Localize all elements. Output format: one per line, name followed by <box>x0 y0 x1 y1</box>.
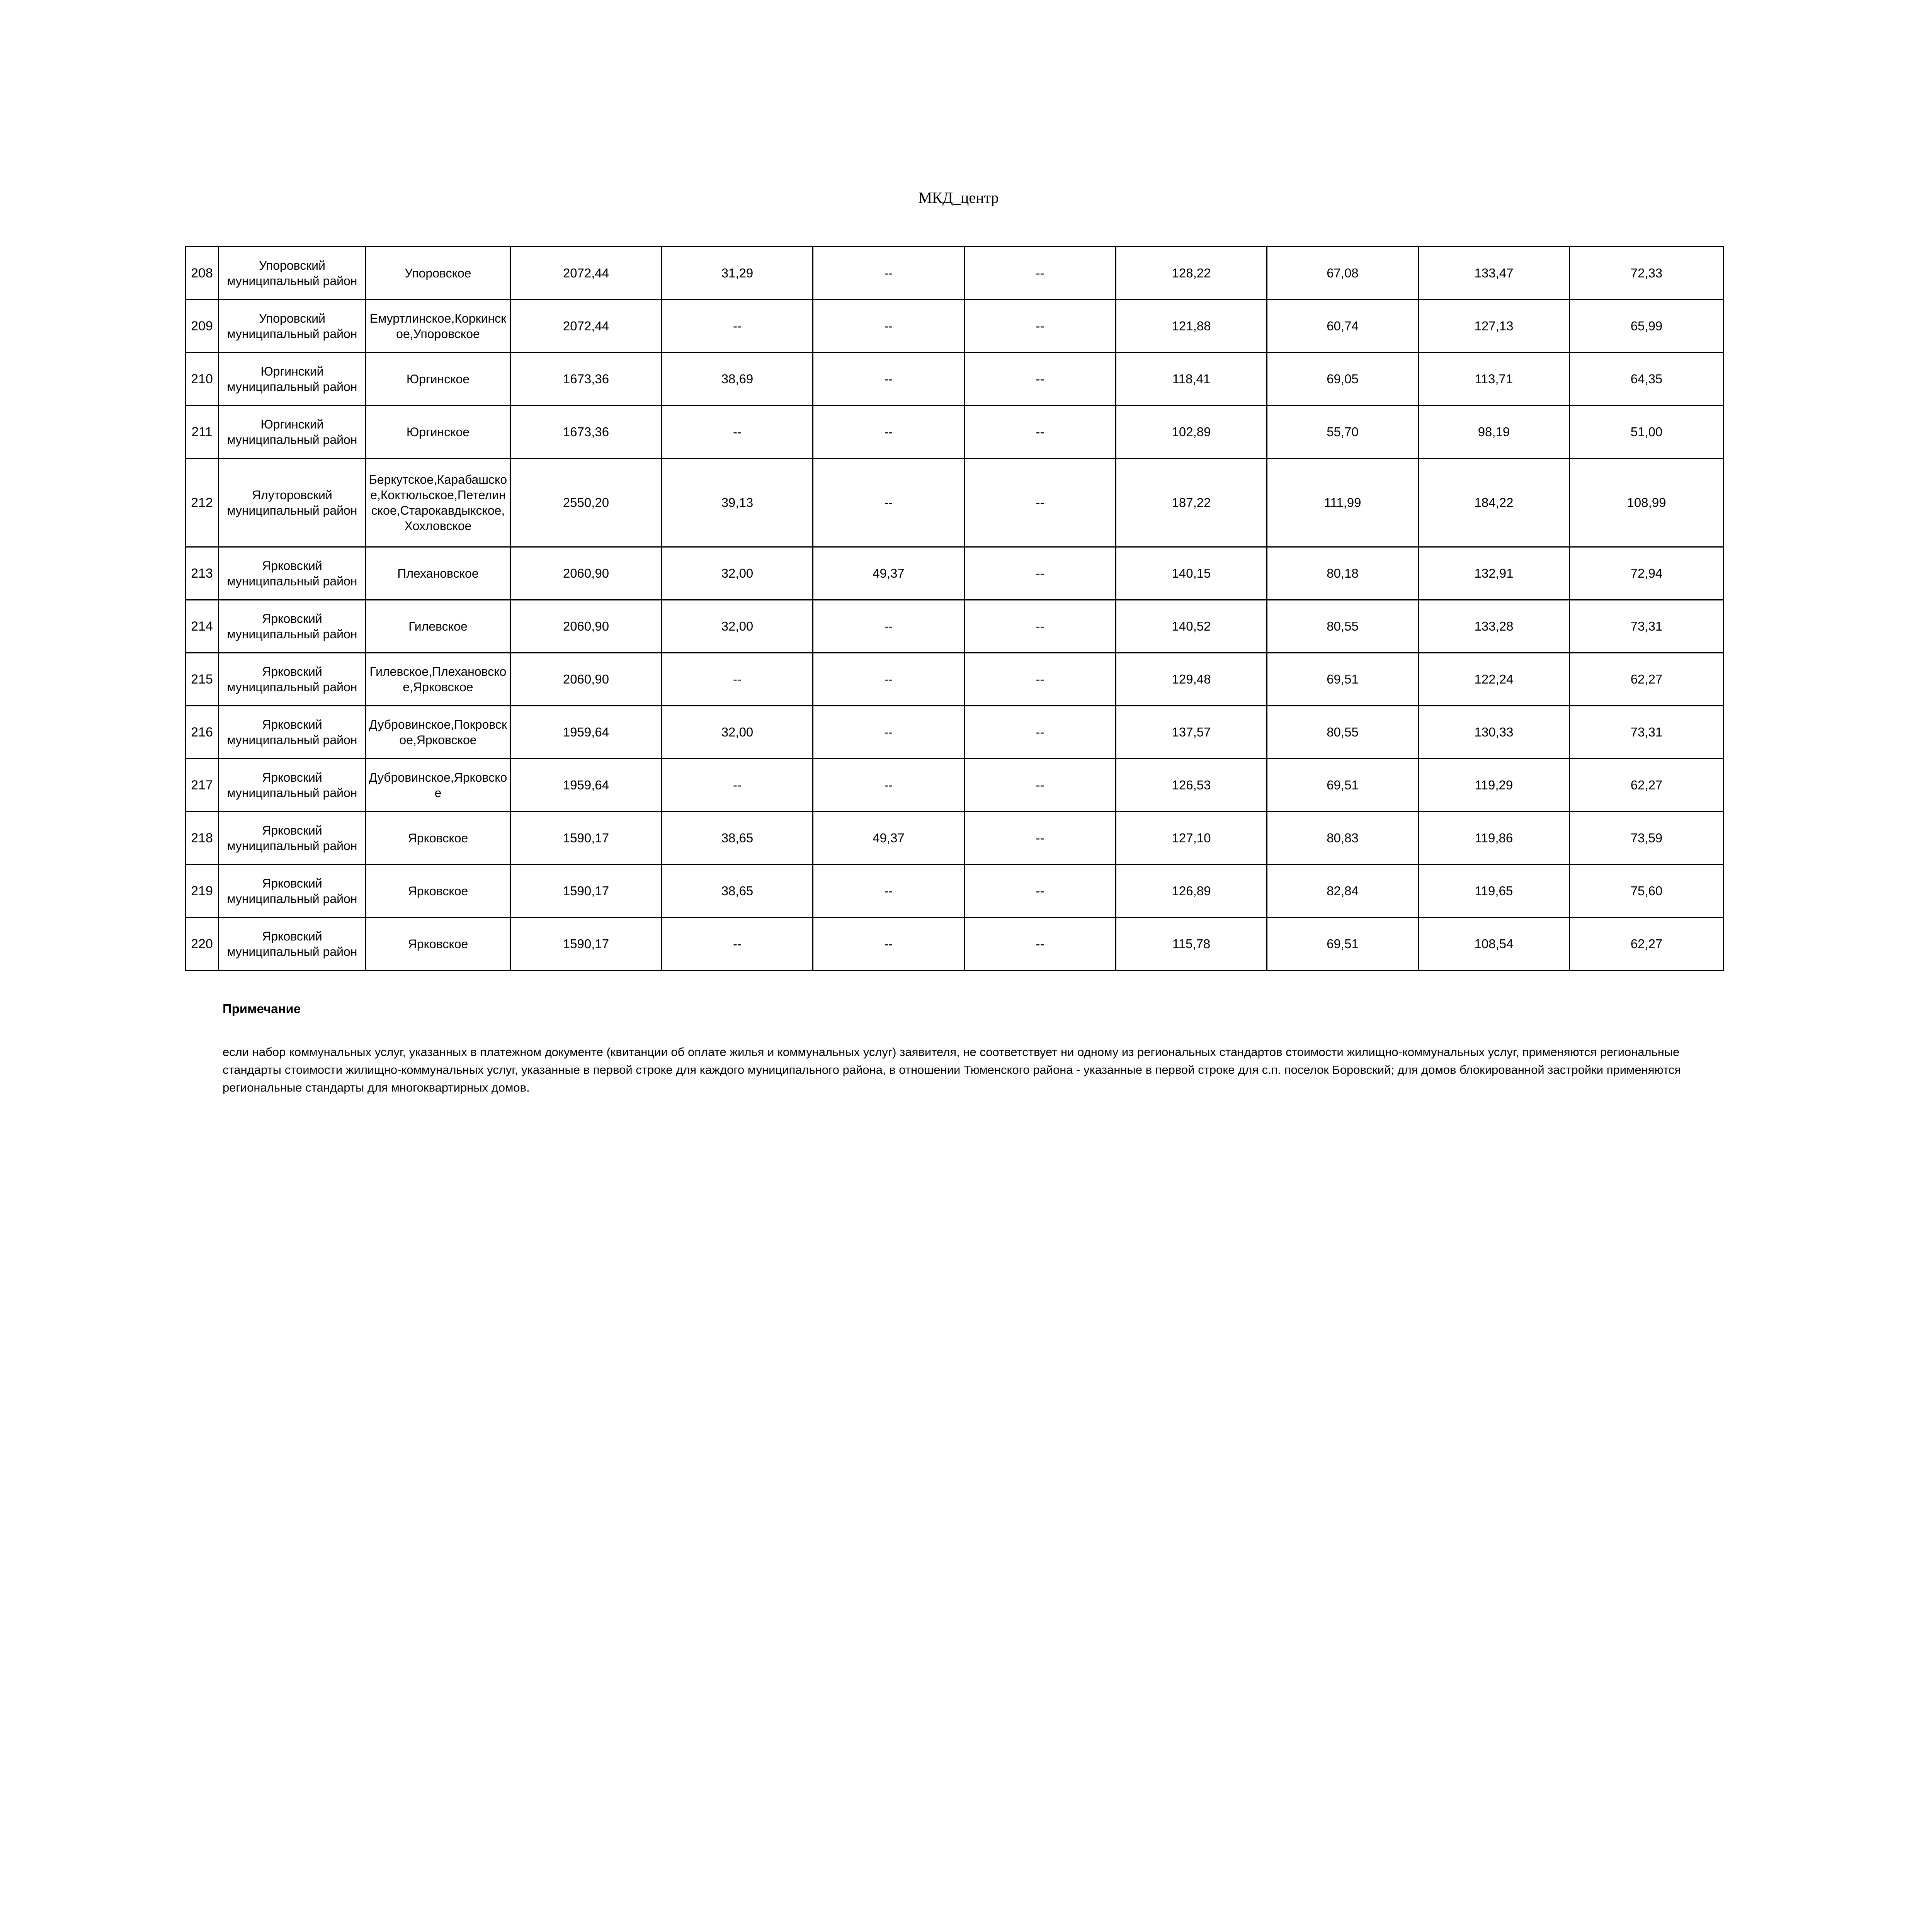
value-cell: 60,74 <box>1267 300 1419 353</box>
settlement-cell: Беркутское,Карабашское,Коктюльское,Петелинское,Старокавдыкское,Хохловское <box>366 459 510 547</box>
value-cell: 65,99 <box>1570 300 1724 353</box>
district-cell: Ярковский муниципальный район <box>219 653 366 706</box>
value-cell: 69,51 <box>1267 918 1419 971</box>
value-cell: -- <box>813 459 964 547</box>
row-number: 214 <box>185 600 219 653</box>
value-cell: -- <box>964 353 1116 406</box>
value-cell: 39,13 <box>662 459 813 547</box>
value-cell: 115,78 <box>1116 918 1267 971</box>
district-cell: Упоровский муниципальный район <box>219 300 366 353</box>
value-cell: 122,24 <box>1419 653 1570 706</box>
row-number: 210 <box>185 353 219 406</box>
table-row <box>185 706 1724 759</box>
row-number: 208 <box>185 247 219 300</box>
value-cell: 130,33 <box>1419 706 1570 759</box>
value-cell: 69,05 <box>1267 353 1419 406</box>
value-cell: 1959,64 <box>510 759 662 812</box>
value-cell: -- <box>964 247 1116 300</box>
value-cell: 118,41 <box>1116 353 1267 406</box>
value-cell: 1590,17 <box>510 812 662 865</box>
value-cell: 64,35 <box>1570 353 1724 406</box>
standards-table <box>185 246 1724 971</box>
value-cell: 1673,36 <box>510 353 662 406</box>
value-cell: -- <box>662 918 813 971</box>
value-cell: 140,52 <box>1116 600 1267 653</box>
value-cell: 51,00 <box>1570 406 1724 459</box>
value-cell: 108,99 <box>1570 459 1724 547</box>
row-number: 217 <box>185 759 219 812</box>
table-row <box>185 653 1724 706</box>
value-cell: -- <box>964 406 1116 459</box>
value-cell: -- <box>813 706 964 759</box>
value-cell: 69,51 <box>1267 759 1419 812</box>
table-row <box>185 300 1724 353</box>
value-cell: 32,00 <box>662 600 813 653</box>
district-cell: Ярковский муниципальный район <box>219 759 366 812</box>
district-cell: Юргинский муниципальный район <box>219 406 366 459</box>
settlement-cell: Ярковское <box>366 865 510 918</box>
value-cell: 72,33 <box>1570 247 1724 300</box>
value-cell: 75,60 <box>1570 865 1724 918</box>
row-number: 209 <box>185 300 219 353</box>
value-cell: 49,37 <box>813 547 964 600</box>
value-cell: 126,53 <box>1116 759 1267 812</box>
settlement-cell: Гилевское <box>366 600 510 653</box>
district-cell: Ярковский муниципальный район <box>219 600 366 653</box>
value-cell: 129,48 <box>1116 653 1267 706</box>
value-cell: 119,29 <box>1419 759 1570 812</box>
value-cell: 73,31 <box>1570 600 1724 653</box>
row-number: 220 <box>185 918 219 971</box>
table-row <box>185 600 1724 653</box>
district-cell: Ярковский муниципальный район <box>219 706 366 759</box>
district-cell: Ярковский муниципальный район <box>219 547 366 600</box>
value-cell: -- <box>964 600 1116 653</box>
row-number: 218 <box>185 812 219 865</box>
value-cell: 184,22 <box>1419 459 1570 547</box>
value-cell: -- <box>964 865 1116 918</box>
value-cell: -- <box>813 600 964 653</box>
value-cell: 127,13 <box>1419 300 1570 353</box>
value-cell: 2550,20 <box>510 459 662 547</box>
value-cell: -- <box>662 300 813 353</box>
row-number: 219 <box>185 865 219 918</box>
value-cell: 127,10 <box>1116 812 1267 865</box>
value-cell: 187,22 <box>1116 459 1267 547</box>
value-cell: -- <box>964 653 1116 706</box>
value-cell: 32,00 <box>662 706 813 759</box>
value-cell: -- <box>964 759 1116 812</box>
value-cell: 38,69 <box>662 353 813 406</box>
value-cell: -- <box>964 459 1116 547</box>
value-cell: -- <box>964 812 1116 865</box>
value-cell: -- <box>813 406 964 459</box>
value-cell: 113,71 <box>1419 353 1570 406</box>
settlement-cell: Юргинское <box>366 406 510 459</box>
value-cell: -- <box>813 759 964 812</box>
value-cell: 55,70 <box>1267 406 1419 459</box>
value-cell: 126,89 <box>1116 865 1267 918</box>
value-cell: 38,65 <box>662 865 813 918</box>
row-number: 215 <box>185 653 219 706</box>
sheet-title: МКД_центр <box>918 189 999 206</box>
table-row <box>185 918 1724 971</box>
value-cell: -- <box>813 300 964 353</box>
district-cell: Ялуторовский муниципальный район <box>219 459 366 547</box>
value-cell: 108,54 <box>1419 918 1570 971</box>
row-number: 212 <box>185 459 219 547</box>
value-cell: 121,88 <box>1116 300 1267 353</box>
value-cell: 80,55 <box>1267 706 1419 759</box>
note-heading: Примечание <box>223 1002 301 1016</box>
district-cell: Ярковский муниципальный район <box>219 865 366 918</box>
value-cell: 1959,64 <box>510 706 662 759</box>
value-cell: 82,84 <box>1267 865 1419 918</box>
settlement-cell: Емуртлинское,Коркинское,Упоровское <box>366 300 510 353</box>
value-cell: 32,00 <box>662 547 813 600</box>
value-cell: -- <box>662 406 813 459</box>
value-cell: 62,27 <box>1570 759 1724 812</box>
table-row <box>185 406 1724 459</box>
table-row <box>185 353 1724 406</box>
value-cell: -- <box>964 300 1116 353</box>
value-cell: 62,27 <box>1570 918 1724 971</box>
value-cell: -- <box>813 653 964 706</box>
value-cell: 102,89 <box>1116 406 1267 459</box>
value-cell: 69,51 <box>1267 653 1419 706</box>
table-row <box>185 865 1724 918</box>
value-cell: 98,19 <box>1419 406 1570 459</box>
value-cell: -- <box>662 653 813 706</box>
value-cell: -- <box>964 918 1116 971</box>
note-text: если набор коммунальных услуг, указанных в платежном документе (квитанции об оплате жилья и коммунальных услуг) заявителя, не соответствует ни одному из региональных стандартов стоимости жилищно-коммунальных услуг, применяются региональные стандарты стоимости жилищно-коммунальных услуг, указанные в первой строке для каждого муниципального района, в отношении Тюменского района - указанные в первой строке для с.п. поселок Боровский; для домов блокированной застройки применяются региональные стандарты для многоквартирных домов. <box>223 1045 1681 1094</box>
district-cell: Ярковский муниципальный район <box>219 812 366 865</box>
value-cell: -- <box>813 353 964 406</box>
value-cell: 128,22 <box>1116 247 1267 300</box>
value-cell: -- <box>964 706 1116 759</box>
value-cell: 1673,36 <box>510 406 662 459</box>
settlement-cell: Юргинское <box>366 353 510 406</box>
value-cell: 140,15 <box>1116 547 1267 600</box>
value-cell: 73,59 <box>1570 812 1724 865</box>
value-cell: 111,99 <box>1267 459 1419 547</box>
value-cell: 38,65 <box>662 812 813 865</box>
value-cell: -- <box>964 547 1116 600</box>
settlement-cell: Ярковское <box>366 812 510 865</box>
value-cell: 132,91 <box>1419 547 1570 600</box>
value-cell: 62,27 <box>1570 653 1724 706</box>
value-cell: 1590,17 <box>510 865 662 918</box>
value-cell: 31,29 <box>662 247 813 300</box>
row-number: 213 <box>185 547 219 600</box>
row-number: 211 <box>185 406 219 459</box>
value-cell: 80,18 <box>1267 547 1419 600</box>
value-cell: 2060,90 <box>510 600 662 653</box>
district-cell: Ярковский муниципальный район <box>219 918 366 971</box>
settlement-cell: Плехановское <box>366 547 510 600</box>
value-cell: 133,28 <box>1419 600 1570 653</box>
table-row <box>185 547 1724 600</box>
value-cell: 2060,90 <box>510 653 662 706</box>
settlement-cell: Ярковское <box>366 918 510 971</box>
value-cell: 73,31 <box>1570 706 1724 759</box>
settlement-cell: Упоровское <box>366 247 510 300</box>
settlement-cell: Дубровинское,Покровское,Ярковское <box>366 706 510 759</box>
value-cell: 119,86 <box>1419 812 1570 865</box>
district-cell: Юргинский муниципальный район <box>219 353 366 406</box>
settlement-cell: Дубровинское,Ярковское <box>366 759 510 812</box>
value-cell: 49,37 <box>813 812 964 865</box>
settlement-cell: Гилевское,Плехановское,Ярковское <box>366 653 510 706</box>
value-cell: -- <box>813 865 964 918</box>
value-cell: 137,57 <box>1116 706 1267 759</box>
value-cell: 2072,44 <box>510 300 662 353</box>
value-cell: 72,94 <box>1570 547 1724 600</box>
value-cell: 119,65 <box>1419 865 1570 918</box>
value-cell: 80,55 <box>1267 600 1419 653</box>
table-row <box>185 812 1724 865</box>
value-cell: 2060,90 <box>510 547 662 600</box>
value-cell: -- <box>813 247 964 300</box>
value-cell: -- <box>813 918 964 971</box>
value-cell: 67,08 <box>1267 247 1419 300</box>
table-body <box>185 247 1724 971</box>
table-row <box>185 247 1724 300</box>
value-cell: 133,47 <box>1419 247 1570 300</box>
value-cell: 1590,17 <box>510 918 662 971</box>
value-cell: 80,83 <box>1267 812 1419 865</box>
table-row <box>185 759 1724 812</box>
value-cell: 2072,44 <box>510 247 662 300</box>
district-cell: Упоровский муниципальный район <box>219 247 366 300</box>
table-row <box>185 459 1724 547</box>
value-cell: -- <box>662 759 813 812</box>
row-number: 216 <box>185 706 219 759</box>
